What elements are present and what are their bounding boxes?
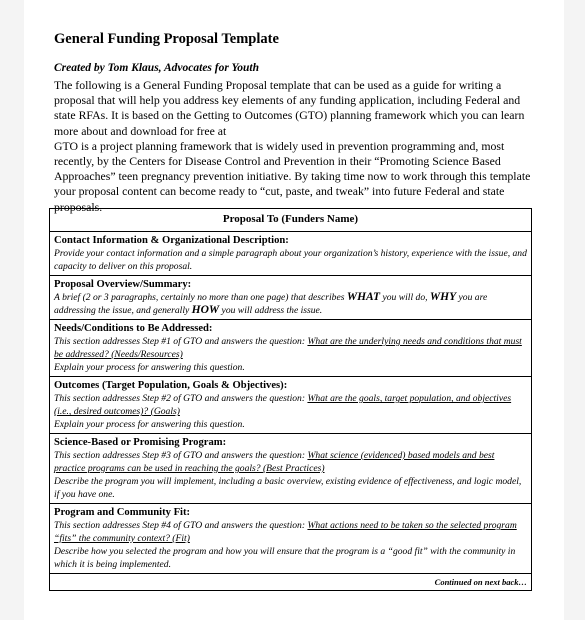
section-instruction: Explain your process for answering this question. [54,419,245,430]
contact-section [50,232,532,276]
text-fragment: This section addresses Step #1 of GTO and answers the question: [54,336,308,347]
science-section [50,434,532,504]
section-instruction: Explain your process for answering this question. [54,362,245,373]
table-row [50,320,532,377]
section-text: Provide your contact information and a simple paragraph about your organization’s history, experience with the issue, and capacity to deliver on this proposal. [54,248,527,272]
section-heading: Contact Information & Organizational Description: [54,235,289,246]
fit-section [50,504,532,574]
section-text [54,449,527,475]
outcomes-section [50,377,532,434]
emphasis-how: HOW [191,304,220,316]
section-text [54,291,527,317]
text-fragment: A brief (2 or 3 paragraphs, certainly no more than one page) that describes [54,292,347,303]
text-fragment: This section addresses Step #3 of GTO and answers the question: [54,450,308,461]
text-fragment: you will address the issue. [219,305,323,316]
emphasis-what: WHAT [346,291,381,303]
section-heading: Science-Based or Promising Program: [54,437,227,448]
table-row [50,574,532,591]
table-header: Proposal To (Funders Name) [50,209,532,232]
document-page [24,0,564,620]
proposal-table [49,208,532,591]
table-row [50,504,532,574]
section-instruction: Describe how you selected the program and how you will ensure that the program is a “good fit” with the community in which it is being implemented. [54,546,516,570]
byline: Created by Tom Klaus, Advocates for Youth [54,62,259,74]
text-fragment: This section addresses Step #4 of GTO and answers the question: [54,520,308,531]
section-heading: Proposal Overview/Summary: [54,279,192,290]
table-row [50,209,532,232]
guiding-question: What science (evidenced) based models and best practice programs can be used in reaching the goals? (Best Practices) [54,450,495,474]
table-row [50,232,532,276]
needs-section [50,320,532,377]
intro-paragraph-1: The following is a General Funding Proposal template that can be used as a guide for writing a proposal that will help you address key elements of any funding application, including Federal and state RFAs. It is based on the Getting to Outcomes (GTO) planning framework which you can learn more about and download for free at [54,78,525,138]
intro-paragraph-2: GTO is a project planning framework that is widely used in prevention programming and, most recently, by the Centers for Disease Control and Prevention in their “Promoting Science Based Approaches” teen pregnancy prevention initiative. By taking time now to work through this template your proposal content can become ready to “cut, paste, and tweak” into future Federal and state proposals. [54,138,531,214]
intro [54,78,532,215]
table-row [50,377,532,434]
section-text [54,519,527,545]
section-heading: Needs/Conditions to Be Addressed: [54,323,213,334]
guiding-question: What are the underlying needs and conditions that must be addressed? (Needs/Resources) [54,336,522,360]
document-title: General Funding Proposal Template [54,31,279,47]
section-text [54,335,527,361]
continued-note: Continued on next back… [50,574,532,591]
section-heading: Program and Community Fit: [54,507,191,518]
text-fragment: you will do, [380,292,430,303]
table-row [50,434,532,504]
section-instruction: Describe the program you will implement, including a basic overview, existing evidence of effectiveness, and logic model, if you have one. [54,476,522,500]
section-text [54,392,527,418]
guiding-question: What are the goals, target population, and objectives (i.e., desired outcomes)? (Goals) [54,393,512,417]
emphasis-why: WHY [429,291,457,303]
text-fragment: This section addresses Step #2 of GTO and answers the question: [54,393,308,404]
table-row [50,276,532,320]
guiding-question: What actions need to be taken so the selected program “fits” the community context? (Fit) [54,520,517,544]
overview-section [50,276,532,320]
section-heading: Outcomes (Target Population, Goals & Objectives): [54,380,288,391]
text-fragment: you are addressing the issue, and generally [54,292,488,316]
